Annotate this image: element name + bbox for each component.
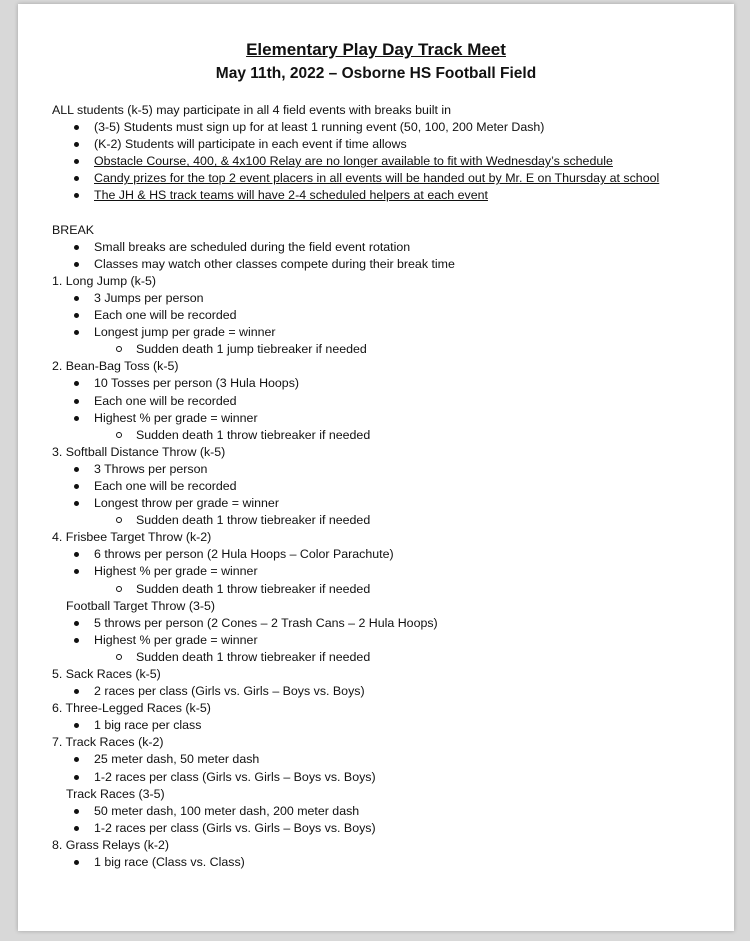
event-subbullet: Sudden death 1 throw tiebreaker if needed [52,512,732,529]
bullet-icon [74,757,79,762]
bullet-icon [74,416,79,421]
document-page [18,4,734,931]
event-heading: 7. Track Races (k-2) [52,735,164,750]
intro-bullet: (K-2) Students will participate in each event if time allows [52,136,732,153]
event-subbullet: Sudden death 1 throw tiebreaker if needed [52,649,732,666]
event-bullet: 10 Tosses per person (3 Hula Hoops) [52,375,732,392]
bullet-icon [74,467,79,472]
bullet-icon [74,689,79,694]
document-subtitle: May 11th, 2022 – Osborne HS Football Field [215,65,537,82]
bullet-icon [74,125,79,130]
bullet-icon [74,176,79,181]
event-bullet: 1 big race per class [52,717,732,734]
event-bullet: Longest jump per grade = winner [52,324,732,341]
bullet-icon [74,313,79,318]
event-bullet: 3 Jumps per person [52,290,732,307]
event-bullet: Highest % per grade = winner [52,563,732,580]
bullet-icon [74,723,79,728]
event-bullet: 6 throws per person (2 Hula Hoops – Color Parachute) [52,546,732,563]
break-bullet: Classes may watch other classes compete during their break time [52,256,732,273]
event-bullet: Each one will be recorded [52,393,732,410]
intro-bullet: Obstacle Course, 400, & 4x100 Relay are no longer available to fit with Wednesday’s schedule [52,153,732,170]
bullet-icon [74,159,79,164]
event-heading: 1. Long Jump (k-5) [52,273,156,288]
event-bullet: 5 throws per person (2 Cones – 2 Trash Cans – 2 Hula Hoops) [52,615,732,632]
event-heading: 5. Sack Races (k-5) [52,667,161,681]
event-subbullet: Sudden death 1 throw tiebreaker if needed [52,427,732,444]
event-bullet: Longest throw per grade = winner [52,495,732,512]
circle-bullet-icon [116,517,122,523]
event-subbullet: Sudden death 1 jump tiebreaker if needed [52,341,732,358]
bullet-icon [74,330,79,335]
bullet-icon [74,399,79,404]
event-subbullet: Sudden death 1 throw tiebreaker if needed [52,581,732,598]
event-bullet: Each one will be recorded [52,307,732,324]
event-bullet: 1-2 races per class (Girls vs. Girls – Boys vs. Boys) [52,820,732,837]
event-bullet: 50 meter dash, 100 meter dash, 200 meter dash [52,803,732,820]
event-bullet: Highest % per grade = winner [52,410,732,427]
event-heading: 8. Grass Relays (k-2) [52,837,170,852]
event-heading: 3. Softball Distance Throw (k-5) [52,444,226,459]
event-bullet: 3 Throws per person [52,461,732,478]
intro-bullet: Candy prizes for the top 2 event placers in all events will be handed out by Mr. E on Thursday at school [52,170,732,187]
event-bullet: Each one will be recorded [52,478,732,495]
event-heading: Football Target Throw (3-5) [66,598,215,613]
circle-bullet-icon [116,432,122,438]
bullet-icon [74,569,79,574]
event-bullet: Highest % per grade = winner [52,632,732,649]
bullet-icon [74,484,79,489]
intro-bullet: (3-5) Students must sign up for at least 1 running event (50, 100, 200 Meter Dash) [52,119,732,136]
event-heading: 2. Bean-Bag Toss (k-5) [52,359,179,374]
bullet-icon [74,621,79,626]
bullet-icon [74,245,79,250]
bullet-icon [74,381,79,386]
circle-bullet-icon [116,346,122,352]
bullet-icon [74,296,79,301]
bullet-icon [74,142,79,147]
bullet-icon [74,860,79,865]
circle-bullet-icon [116,586,122,592]
break-bullet: Small breaks are scheduled during the field event rotation [52,239,732,256]
circle-bullet-icon [116,654,122,660]
bullet-icon [74,826,79,831]
bullet-icon [74,193,79,198]
event-heading: Track Races (3-5) [66,786,165,801]
event-heading: 6. Three-Legged Races (k-5) [52,701,211,716]
event-bullet: 1-2 races per class (Girls vs. Girls – Boys vs. Boys) [52,769,732,786]
bullet-icon [74,262,79,267]
bullet-icon [74,501,79,506]
event-bullet: 2 races per class (Girls vs. Girls – Boys vs. Boys) [52,683,732,700]
bullet-icon [74,775,79,780]
document-title: Elementary Play Day Track Meet [246,40,506,59]
event-bullet: 1 big race (Class vs. Class) [52,854,732,871]
event-heading: 4. Frisbee Target Throw (k-2) [52,530,212,545]
bullet-icon [74,552,79,557]
intro-bullet: The JH & HS track teams will have 2-4 scheduled helpers at each event [52,187,732,204]
bullet-icon [74,638,79,643]
bullet-icon [74,809,79,814]
document-body [52,102,732,871]
intro-text: ALL students (k-5) may participate in all 4 field events with breaks built in [52,103,451,117]
break-heading: BREAK [52,222,95,237]
event-bullet: 25 meter dash, 50 meter dash [52,751,732,768]
